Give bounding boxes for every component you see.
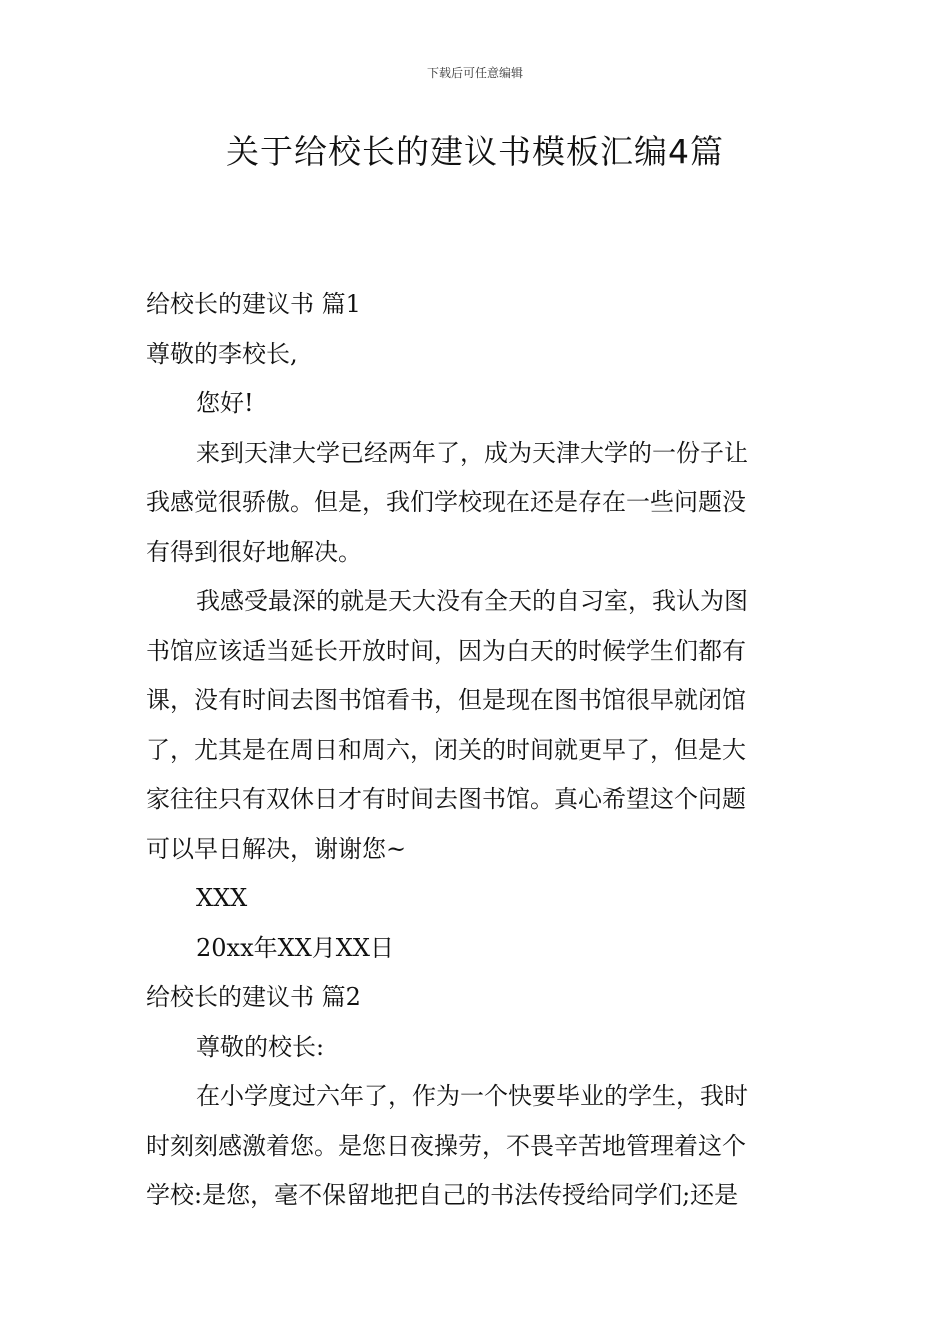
text-line: 给校长的建议书 篇1 <box>146 290 361 318</box>
document-body <box>146 280 808 1221</box>
text-line: 课，没有时间去图书馆看书，但是现在图书馆很早就闭馆 <box>146 686 746 714</box>
text-line: XXX <box>196 884 248 912</box>
text-line: 时刻刻感激着您。是您日夜操劳，不畏辛苦地管理着这个 <box>146 1131 746 1160</box>
text-line: 书馆应该适当延长开放时间，因为白天的时候学生们都有 <box>146 636 746 665</box>
text-line: 您好! <box>196 389 254 417</box>
text-line: 家往往只有双休日才有时间去图书馆。真心希望这个问题 <box>146 785 746 813</box>
text-line: 我感觉很骄傲。但是，我们学校现在还是存在一些问题没 <box>146 488 746 516</box>
document-title: 关于给校长的建议书模板汇编4篇 <box>226 132 724 171</box>
header-note: 下载后可任意编辑 <box>426 66 523 80</box>
text-line: 可以早日解决，谢谢您~ <box>146 834 407 863</box>
text-line: 了，尤其是在周日和周六，闭关的时间就更早了，但是大 <box>146 735 746 764</box>
text-line: 有得到很好地解决。 <box>146 537 362 566</box>
text-line: 给校长的建议书 篇2 <box>146 983 361 1011</box>
text-line: 来到天津大学已经两年了，成为天津大学的一份子让 <box>196 438 748 467</box>
text-line: 学校:是您，毫不保留地把自己的书法传授给同学们;还是 <box>146 1181 739 1209</box>
text-line: 尊敬的校长: <box>196 1032 325 1061</box>
text-line: 我感受最深的就是天大没有全天的自习室，我认为图 <box>196 587 748 615</box>
text-line: 20xx年XX月XX日 <box>196 933 394 962</box>
text-line: 在小学度过六年了，作为一个快要毕业的学生，我时 <box>196 1082 748 1110</box>
text-line: 尊敬的李校长, <box>146 339 298 368</box>
